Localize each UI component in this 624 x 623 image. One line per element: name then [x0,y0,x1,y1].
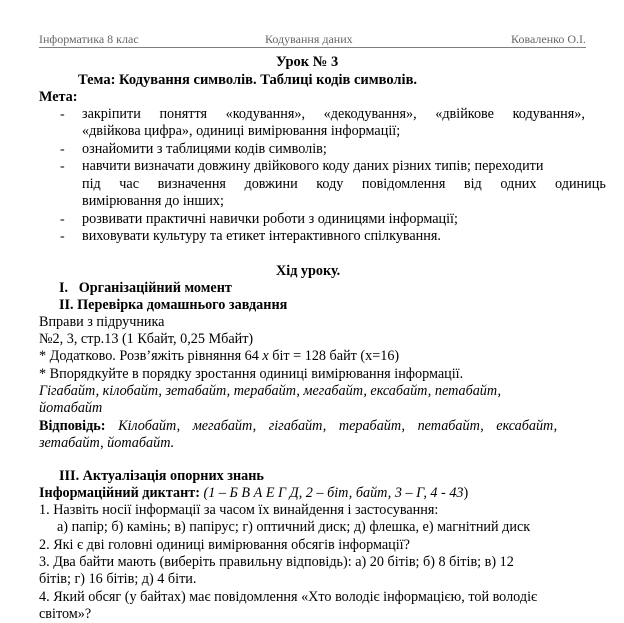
extra-task-variable: x [262,348,269,364]
answer-line-1 [39,418,585,435]
answer-text: Кілобайт, мегабайт, гігабайт, терабайт, петабайт, ексабайт, [118,418,558,434]
goal-word: «кодування», [225,106,306,122]
goal-word: кодування», [512,106,585,122]
lesson-title: Урок № 3 [276,54,339,70]
goal-word: закріпити [82,106,141,122]
order-list-line-1: Гігабайт, кілобайт, зетабайт, терабайт, мегабайт, ексабайт, петабайт, [39,383,502,399]
goals-label: Мета: [39,89,78,105]
goal-1-line-1 [82,106,585,123]
goal-4: розвивати практичні навички роботи з одиницями інформації; [82,211,458,227]
goal-word: поняття [159,106,207,122]
dictation-line [39,485,468,502]
extra-task [39,348,399,365]
lesson-topic: Тема: Кодування символів. Таблиці кодів символів. [78,72,418,88]
question-1: 1. Назвіть носії інформації за часом їх винайдення і застосування: [39,502,439,518]
section-title: Актуалізація опорних знань [82,468,264,484]
section-number: III. [59,468,80,484]
bullet-dash: - [60,229,65,244]
section-number: II. [59,297,74,313]
section-1-heading [59,280,232,297]
section-3-heading [59,468,264,485]
question-1-options: а) папір; б) камінь; в) папірус; г) оптичний диск; д) флешка, е) магнітний диск [57,519,531,535]
dictation-paren: ) [463,485,469,501]
exercises-ref: №2, 3, стр.13 (1 Кбайт, 0,25 Мбайт) [39,331,254,347]
dictation-label: Інформаційний диктант: [39,485,200,501]
section-title: Організаційний момент [78,280,232,296]
bullet-dash: - [60,212,65,227]
answer-label: Відповідь: [39,418,106,434]
goal-2: ознайомити з таблицями кодів символів; [82,141,327,157]
goal-3-line-3: вимірювання до інших; [82,193,224,209]
header-author: Коваленко О.І. [511,32,586,46]
goal-word: «декодування», [323,106,417,122]
extra-task-prefix: * Додатково. Розв’яжіть рівняння 64 [39,348,263,364]
question-2: 2. Які є дві головні одиниці вимірювання обсягів інформації? [39,537,410,553]
extra-task-suffix: біт = 128 байт (х=16) [268,348,400,364]
question-3-line-1: 3. Два байти мають (виберіть правильну відповідь): а) 20 бітів; б) 8 бітів; в) 12 [39,554,514,570]
goal-1-line-2: «двійкова цифра», одиниці вимірювання інформації; [82,123,401,139]
goal-3-line-2: під час визначення довжини коду повідомлення від одних одиниць [82,176,606,192]
section-number: I. [59,280,69,296]
page-header [39,31,586,48]
goal-3-line-1: навчити визначати довжину двійкового коду даних різних типів; переходити [82,158,544,174]
question-4-line-2: світом»? [39,606,92,622]
goal-word: «двійкове [435,106,494,122]
bullet-dash: - [60,142,65,157]
question-3-line-2: бітів; г) 16 бітів; д) 4 біти. [39,571,197,587]
answer-line-2: зетабайт, йотабайт. [39,435,175,451]
order-task: * Впорядкуйте в порядку зростання одиниці вимірювання інформації. [39,366,464,382]
dictation-paren: ( [203,485,209,501]
question-4-line-1: 4. Який обсяг (у байтах) має повідомлення «Хто володіє інформацією, той володіє [39,589,538,605]
goal-5: виховувати культуру та етикет інтерактивного спілкування. [82,228,441,244]
bullet-dash: - [60,159,65,174]
course-heading: Хід уроку. [276,263,341,279]
order-list-line-2: йотабайт [39,400,103,416]
header-topic: Кодування даних [265,32,353,46]
dictation-answers: 1 – Б В А Е Г Д, 2 – біт, байт, 3 – Г, 4 - 43 [208,485,464,501]
bullet-dash: - [60,107,65,122]
section-title: Перевірка домашнього завдання [77,297,288,313]
section-2-heading [59,297,287,314]
exercises-label: Вправи з підручника [39,314,165,330]
header-subject: Інформатика 8 клас [39,32,139,46]
